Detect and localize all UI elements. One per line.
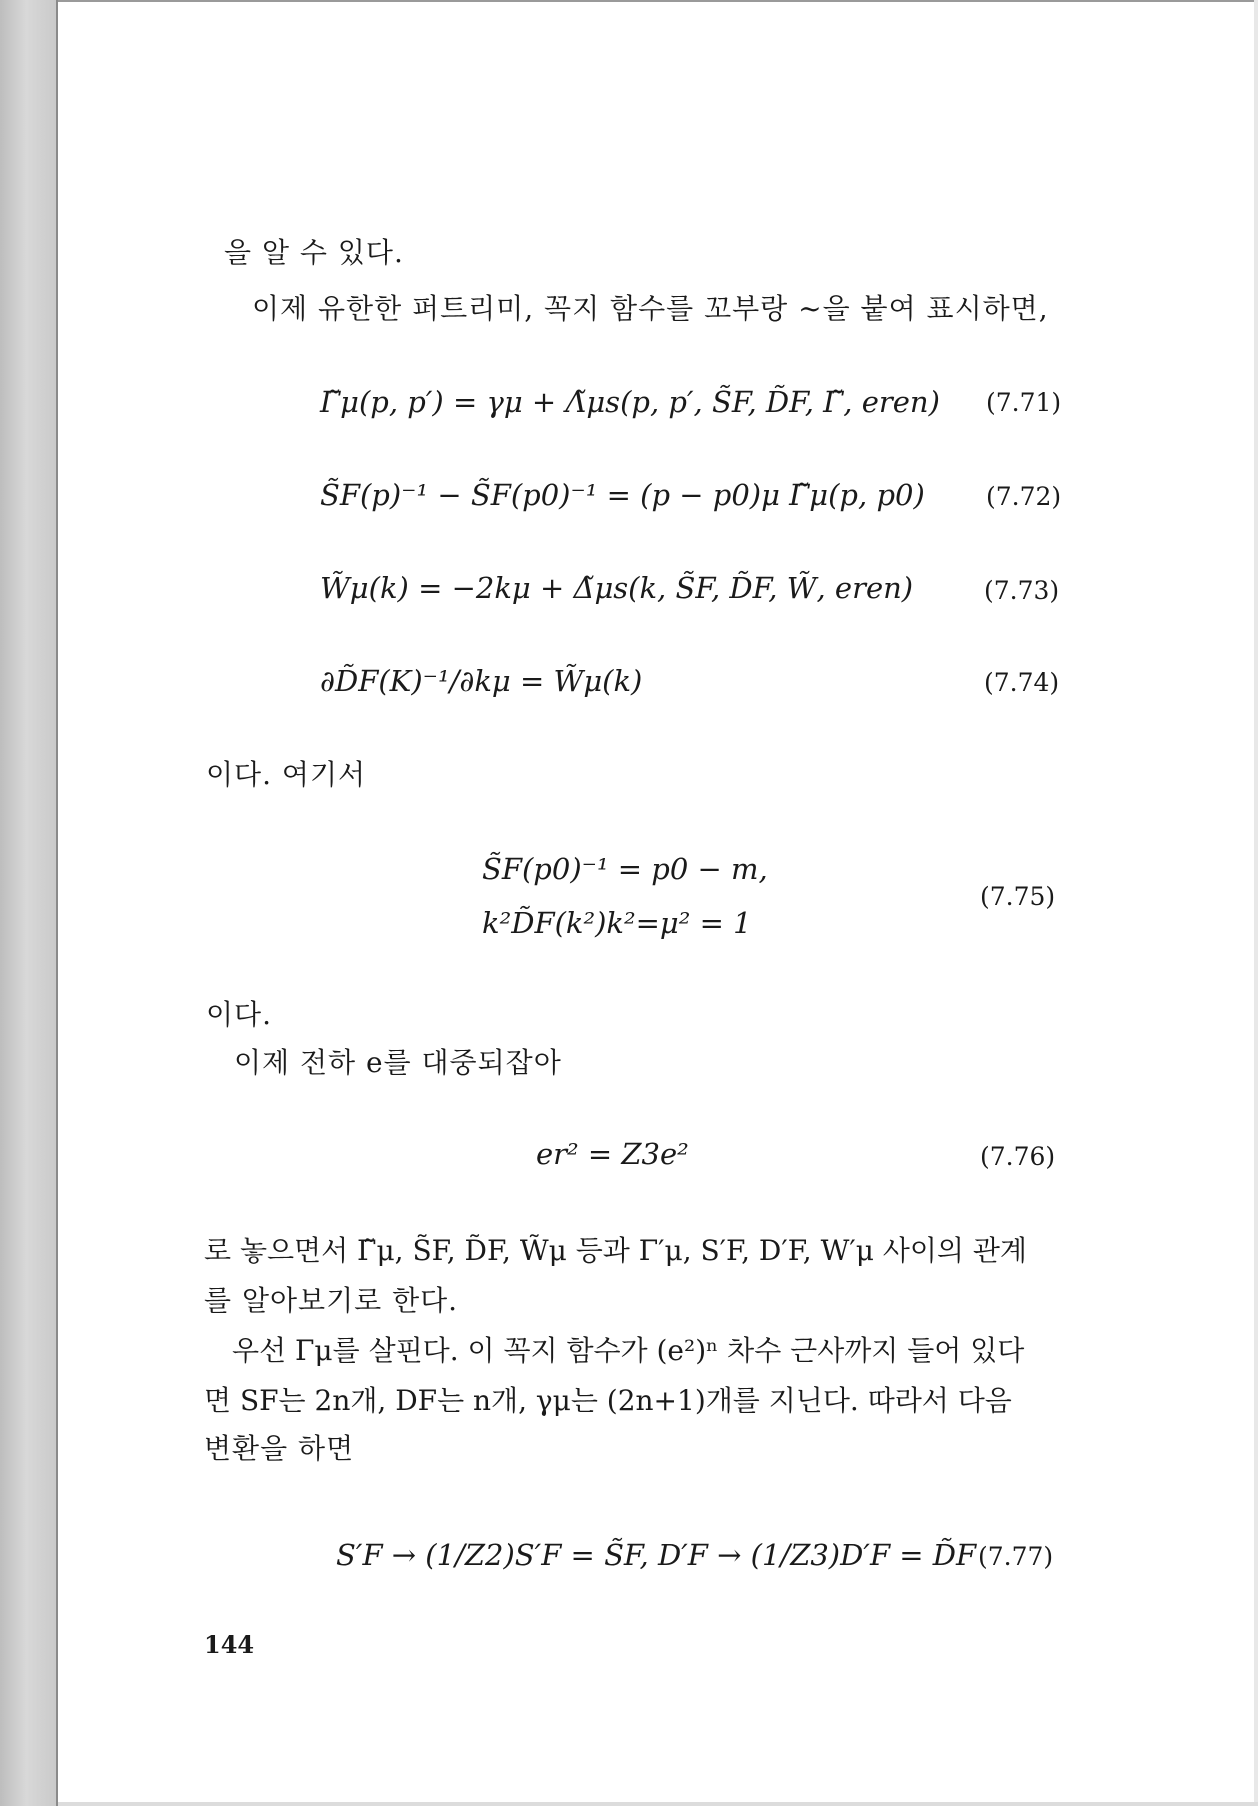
spine-edge [56, 0, 58, 1806]
equation: ∂D̃F(K)⁻¹/∂kμ = W̃μ(k) [320, 664, 643, 698]
equation-number: (7.77) [978, 1542, 1054, 1571]
equation-number: (7.71) [986, 388, 1062, 417]
equation-number: (7.76) [980, 1142, 1056, 1171]
text-line: 이제 유한한 퍼트리미, 꼭지 함수를 꼬부랑 ~을 붙여 표시하면, [252, 292, 1049, 325]
equation: S̃F(p0)⁻¹ = p0 − m, [482, 852, 768, 886]
equation: S̃F(p)⁻¹ − S̃F(p0)⁻¹ = (p − p0)μ Γ̃μ(p, p0) [320, 478, 925, 512]
text-line: 이다. 여기서 [206, 758, 367, 791]
equation-number: (7.74) [984, 668, 1060, 697]
text-line: 로 놓으면서 Γ̃μ, S̃F, D̃F, W̃μ 등과 Γ′μ, S′F, D′F, W′μ 사이의 관계 [204, 1234, 1027, 1267]
text-line: 이제 전하 e를 대중되잡아 [234, 1046, 562, 1079]
page-number: 144 [204, 1630, 255, 1659]
text-line: 면 SF는 2n개, DF는 n개, γμ는 (2n+1)개를 지닌다. 따라서 다음 [204, 1384, 1012, 1417]
page-border [1254, 0, 1258, 1806]
text-line: 을 알 수 있다. [224, 236, 404, 269]
text-line: 이다. [206, 998, 272, 1031]
text-line: 를 알아보기로 한다. [204, 1284, 459, 1317]
text-line: 우선 Γμ를 살핀다. 이 꼭지 함수가 (e²)ⁿ 차수 근사까지 들어 있다 [232, 1334, 1025, 1367]
equation: S′F → (1/Z2)S′F = S̃F, D′F → (1/Z3)D′F = D̃F [336, 1538, 977, 1572]
page-border [58, 1802, 1258, 1806]
equation-line-2: k²D̃F(k²)k²=μ² = 1 [482, 906, 752, 940]
page-border [58, 0, 1258, 2]
equation-number: (7.75) [980, 882, 1056, 911]
equation-number: (7.72) [986, 482, 1062, 511]
equation-number: (7.73) [984, 576, 1060, 605]
text-line: 변환을 하면 [204, 1432, 355, 1465]
book-spine [0, 0, 58, 1806]
equation: Γ̃μ(p, p′) = γμ + Λ̃μs(p, p′, S̃F, D̃F, Γ̃, eren) [320, 385, 940, 419]
equation: er² = Z3e² [536, 1137, 689, 1171]
equation: W̃μ(k) = −2kμ + Δ̃μs(k, S̃F, D̃F, W̃, eren) [320, 571, 914, 605]
